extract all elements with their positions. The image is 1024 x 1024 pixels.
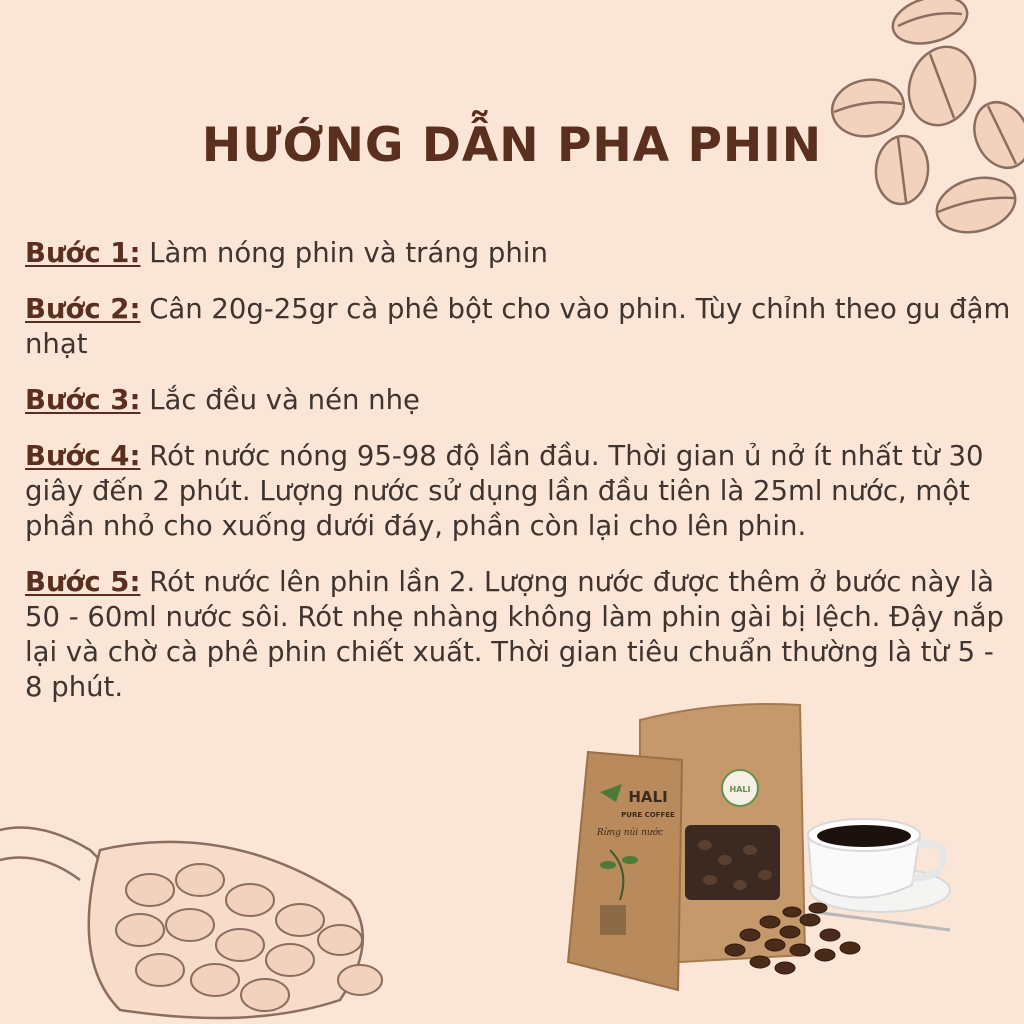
step-text: Cân 20g-25gr cà phê bột cho vào phin. Tùy chỉnh theo gu đậm nhạt <box>25 293 1011 360</box>
steps-list <box>25 236 1015 726</box>
step-label: Bước 4: <box>25 440 141 472</box>
bag-subtitle: PURE COFFEE <box>621 811 675 819</box>
step-1 <box>25 236 1015 271</box>
step-3 <box>25 383 1015 418</box>
step-text: Rót nước nóng 95-98 độ lần đầu. Thời gian ủ nở ít nhất từ 30 giây đến 2 phút. Lượng nước sử dụng lần đầu tiên là 25ml nước, một phần nhỏ cho xuống dưới đáy, phần còn lại cho lên phin. <box>25 440 984 542</box>
coffee-cup <box>808 819 950 930</box>
bag-brand: HALI <box>628 788 668 806</box>
step-text: Rót nước lên phin lần 2. Lượng nước được thêm ở bước này là 50 - 60ml nước sôi. Rót nhẹ nhàng không làm phin gài bị lệch. Đậy nắp lại và chờ cà phê phin chiết xuất. Thời gian tiêu chuẩn thường là từ 5 - 8 phút. <box>25 566 1005 703</box>
page-title: HƯỚNG DẪN PHA PHIN <box>201 118 823 173</box>
coffee-bag <box>568 752 682 990</box>
step-5 <box>25 565 1015 705</box>
step-text: Lắc đều và nén nhẹ <box>149 384 420 416</box>
bag-tagline: Rừng núi nước <box>596 828 664 838</box>
step-label: Bước 3: <box>25 384 141 416</box>
step-text: Làm nóng phin và tráng phin <box>149 237 548 269</box>
step-label: Bước 5: <box>25 566 141 598</box>
step-label: Bước 1: <box>25 237 141 269</box>
step-label: Bước 2: <box>25 293 141 325</box>
step-2 <box>25 292 1015 362</box>
step-4 <box>25 439 1015 544</box>
product-photo <box>560 700 970 1000</box>
svg-text:HALI: HALI <box>729 785 751 794</box>
coffee-scoop-illustration <box>0 810 400 1024</box>
